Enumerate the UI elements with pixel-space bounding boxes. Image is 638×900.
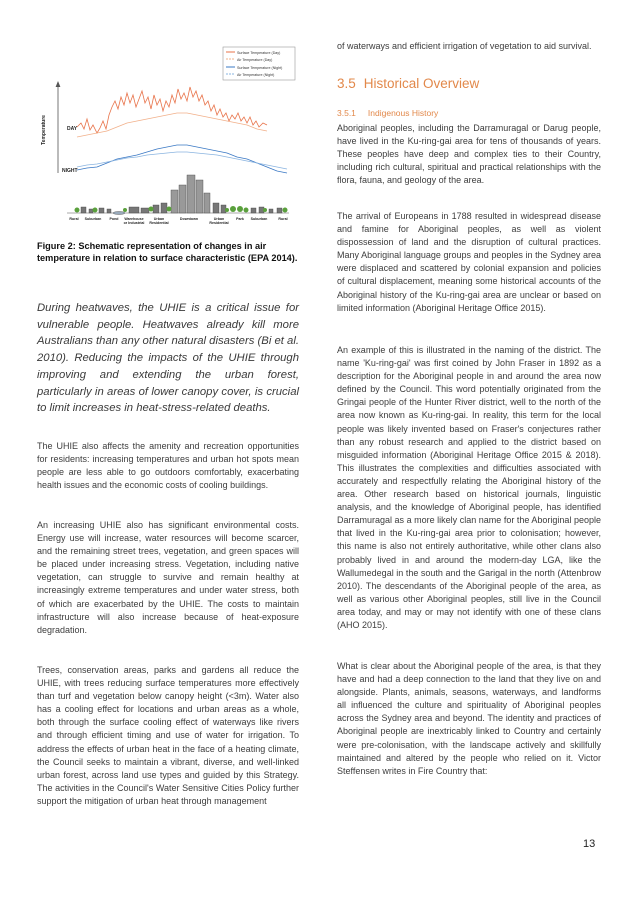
legend-air-day: Air Temperature (Day) <box>237 58 273 62</box>
zone-label: Pond <box>109 217 119 221</box>
zone-label: Rural <box>278 217 288 221</box>
uhi-temperature-figure <box>37 45 299 230</box>
figure-legend <box>223 47 295 80</box>
zone-label: Rural <box>69 217 79 221</box>
subsection-number: 3.5.1 <box>337 108 356 118</box>
zone-label: Suburban <box>250 217 268 221</box>
pull-quote: During heatwaves, the UHIE is a critical issue for vulnerable people. Heatwaves already kill more Australians than any other natural disasters (Bi et al. 2010). Reducing the impacts of the UHIE through improving and extending the urban forest, particularly in areas of lower canopy cover, is crucial to limit increases in heat-stress-related deaths. <box>37 302 299 415</box>
legend-surface-day: Surface Temperature (Day) <box>237 51 281 55</box>
day-label: DAY <box>67 126 78 132</box>
surface-night-line <box>77 145 287 173</box>
figure-caption: Figure 2: Schematic representation of changes in air temperature in relation to surface characteristic (EPA 2014). <box>37 241 298 263</box>
body-paragraph: The arrival of Europeans in 1788 resulted in widespread disease and famine for Aboriginal peoples, as well as violent dispossession of land and the disruption of cultural practices. Many Aboriginal language groups and peoples in the Sydney area were displaced and scattered by colonial expansion and policies of cultural displacement, meaning some historical accounts of the Aboriginal history of the Ku-ring-gai area are unclear or based on limited information (Aboriginal Heritage Office 2015). <box>337 211 601 313</box>
zone-label: Urban Residential <box>149 217 169 226</box>
body-paragraph: An example of this is illustrated in the naming of the district. The name 'Ku-ring-gai' was first coined by John Fraser in 1892 as a description for the Aboriginal people in and around the area now defined by the Council. This word potentially originated from the Gringai people of the Hunter River district, well to the north of the area now known as Ku-ring-gai. In reality, this term for the local people was likely invented based on Fraser's conjectures rather than any robust research and applied to the district based on misguided information (Aboriginal Heritage Office 2015 & 2018). This illustrates the complexities and difficulties associated with accurately and respectfully relating the Aboriginal history of the area. Other research based on historical journals, linguistic analysis, and the knowledge of Aboriginal people, has identified Darramuragal as a more likely clan name for the Aboriginal people that lived in the Ku-ring-gai area prior to colonisation; however, this name is also not entirely authoritative, while other clans also probably lived in and around the modern-day LGA, like the Wallumedegal in the south and the Garigal in the north (Attenbrow 2010). The descendants of the Aboriginal people of the area, as well as various other Aboriginal peoples, still live in the Council area today, and may or may not identify with one of these clans (AHO 2015). <box>337 345 601 630</box>
body-paragraph: of waterways and efficient irrigation of vegetation to aid survival. <box>337 41 592 51</box>
night-label: NIGHT <box>62 168 78 174</box>
legend-air-night: Air Temperature (Night) <box>237 73 275 77</box>
subsection-title: Indigenous History <box>367 108 439 118</box>
air-day-line <box>77 113 267 137</box>
legend-surface-night: Surface Temperature (Night) <box>237 66 283 70</box>
zone-label: Park <box>236 217 244 221</box>
zone-label: Warehouse or Industrial <box>123 217 145 226</box>
body-paragraph: What is clear about the Aboriginal people of the area, is that they have and had a deep connection to the land that they live on and alongside. Plants, animals, seasons, waterways, and landforms all influenced the culture and spirituality of Aboriginal peoples across the Sydney area and beyond. The identity and practices of Aboriginal people are inextricably linked to Country and certainly were pre-colonisation, with the landscape actively and skillfully maintained and altered by the people who relied on it. Victor Steffensen writes in Fire Country that: <box>337 661 601 776</box>
page-number: 13 <box>583 838 596 850</box>
subsection-heading <box>337 108 438 118</box>
surface-day-line <box>77 87 267 133</box>
section-title: Historical Overview <box>363 76 480 91</box>
skyline-illustration <box>67 175 289 215</box>
zone-label: Downtown <box>179 217 199 221</box>
zone-label: Urban Residential <box>209 217 229 226</box>
body-paragraph: The UHIE also affects the amenity and recreation opportunities for residents: increasing temperatures and urban hot spots mean people are less able to go outdoors comfortably, exacerbating health issues and the economic costs of cooling buildings. <box>37 441 299 491</box>
body-paragraph: Trees, conservation areas, parks and gardens all reduce the UHIE, with trees reducing surface temperatures more effectively than turf and vegetation below canopy height (<3m). Water also has a cooling effect for locations and urban areas as a whole, both through the surface cooling effect of waterways like rivers and through efficient timing and use of water for irrigation. To address the effects of urban heat in the face of a heating climate, the Council seeks to maintain a vibrant, diverse, and well-linked urban forest, across land use types and guided by this Strategy. The activities in the Council's Water Sensitive Cities Policy further support the mitigation of urban heat through management <box>37 665 299 806</box>
body-paragraph: An increasing UHIE also has significant environmental costs. Energy use will increase, water resources will become scarcer, and the remaining street trees, vegetation, and green spaces will be placed under increasing stress. Vegetation, including native vegetation, can struggle to survive and remain healthy at increasingly extreme temperatures and under water stress, both of which are exacerbated by the UHIE. The costs to maintain infrastructure will also increase because of heat-exposure degradation. <box>37 520 299 635</box>
section-heading <box>337 76 479 91</box>
air-night-line <box>77 152 287 169</box>
section-number: 3.5 <box>337 76 356 91</box>
y-axis-label: Temperature <box>41 115 47 145</box>
zone-label: Suburban <box>84 217 102 221</box>
body-paragraph: Aboriginal peoples, including the Darramuragal or Darug people, have lived in the Ku-ring-gai area for tens of thousands of years. These peoples have deep and complex ties to their Country, including rich cultural, spiritual and practical relationships with the flora, fauna, and geology of the area. <box>337 123 601 186</box>
zone-labels <box>69 217 287 225</box>
